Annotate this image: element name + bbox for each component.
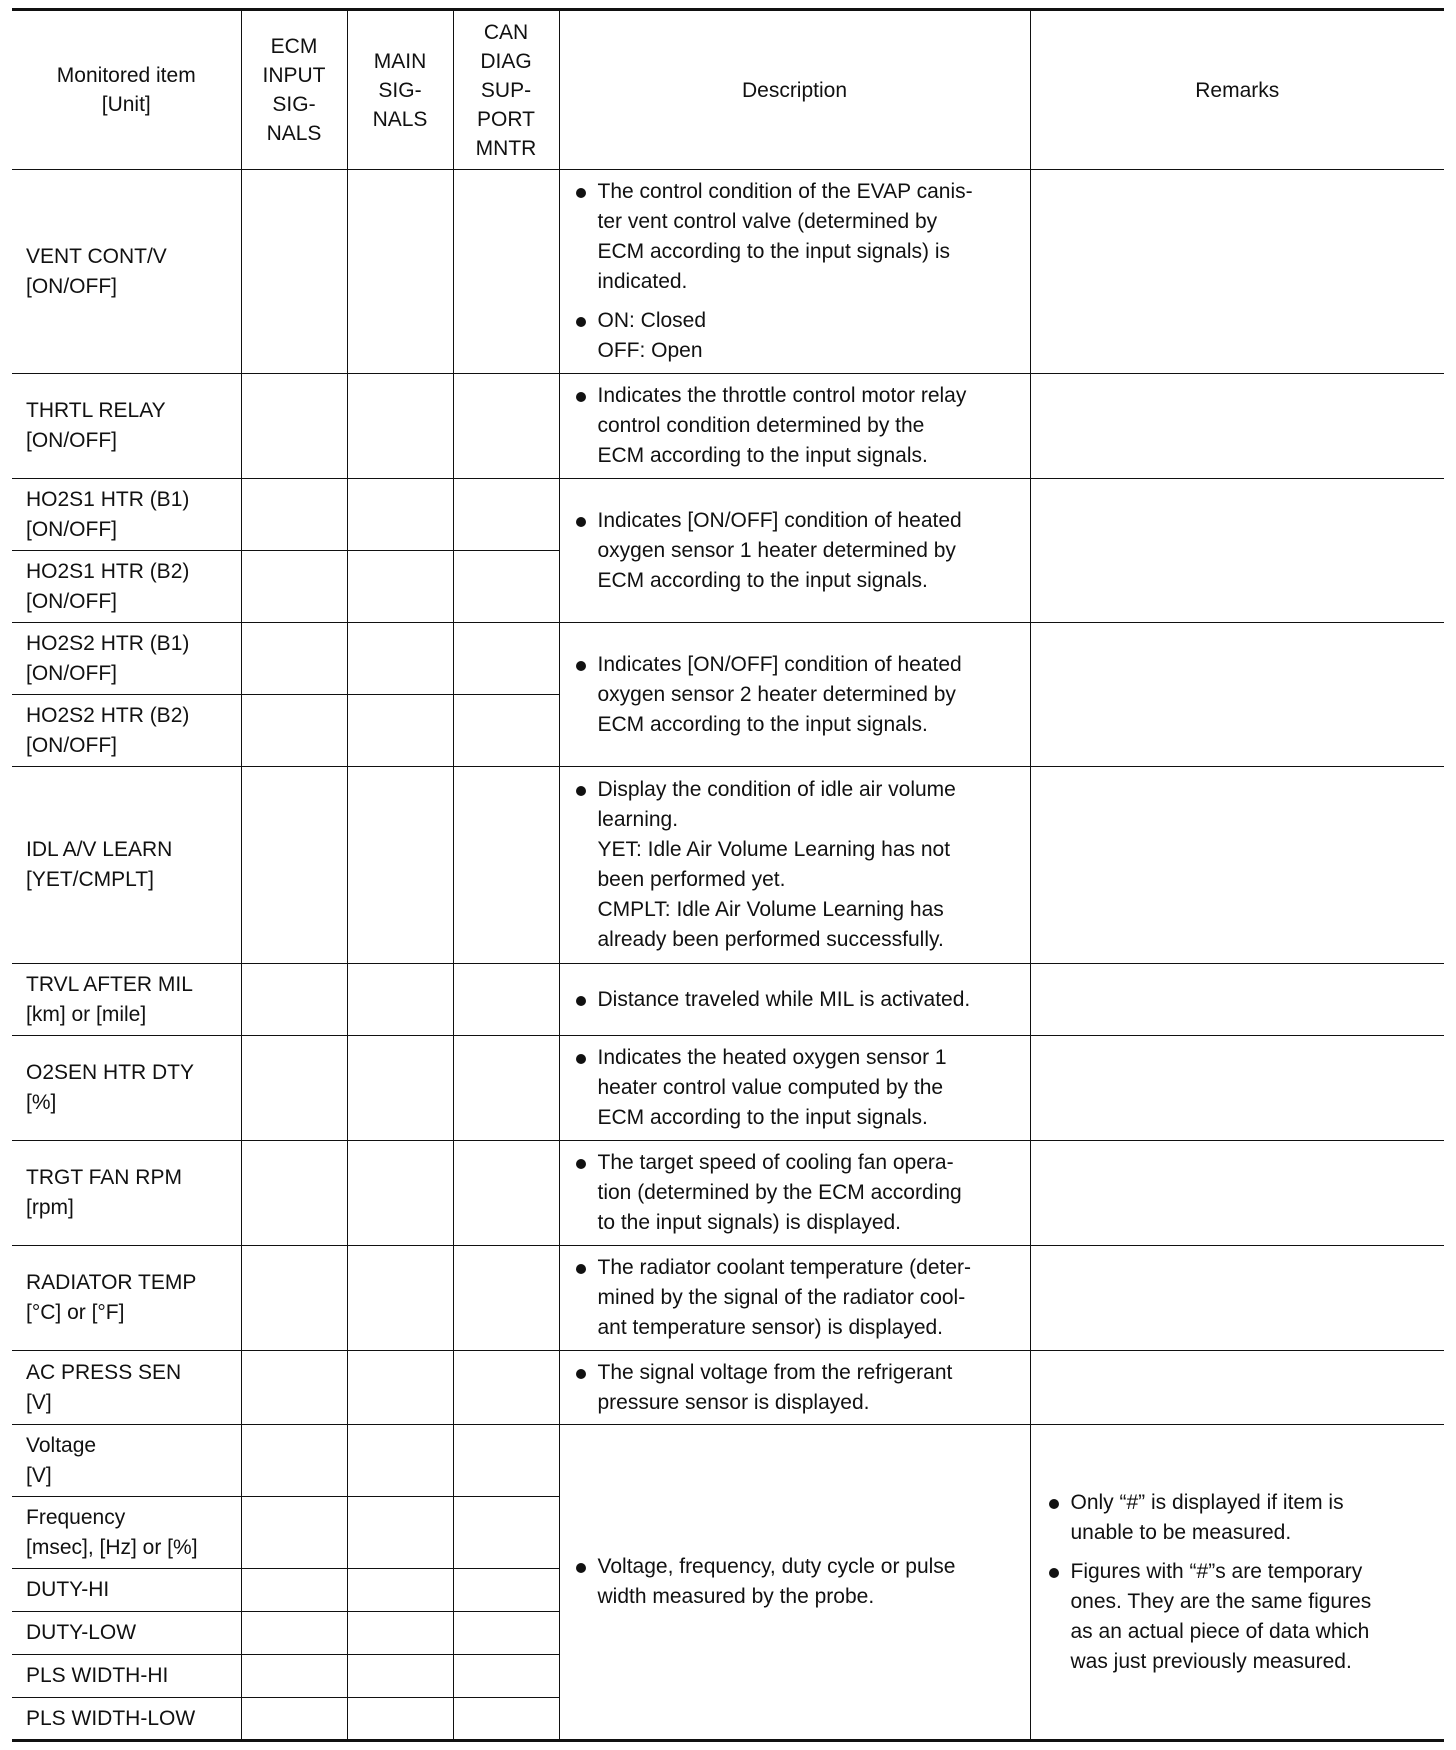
description-cell [559,374,1030,479]
ecm-input-signals-cell [241,1569,347,1612]
header-can-diag-support-mntr: CAN DIAG SUP- PORT MNTR [453,10,559,170]
table-row [12,479,1444,551]
description-list [572,775,1022,955]
ecm-input-signals-cell [241,623,347,695]
description-list [572,506,1022,596]
main-signals-cell [347,1351,453,1425]
description-cell [559,1425,1030,1741]
header-row [12,10,1444,170]
main-signals-cell [347,964,453,1036]
bullet-item: Distance traveled while MIL is activated. [572,985,1022,1015]
monitored-item-cell: THRTL RELAY [ON/OFF] [12,374,241,479]
table-row [12,1141,1444,1246]
main-signals-cell [347,767,453,964]
header-main-signals: MAIN SIG- NALS [347,10,453,170]
can-diag-support-cell [453,767,559,964]
bullet-item: Indicates the heated oxygen sensor 1 heater control value computed by the ECM according to the input signals. [572,1043,1022,1133]
ecm-input-signals-cell [241,1497,347,1569]
main-signals-cell [347,374,453,479]
remarks-cell [1030,623,1444,767]
ecm-input-signals-cell [241,1246,347,1351]
monitored-item-cell: HO2S1 HTR (B1) [ON/OFF] [12,479,241,551]
monitored-item-cell: IDL A/V LEARN [YET/CMPLT] [12,767,241,964]
monitored-item-cell: HO2S2 HTR (B1) [ON/OFF] [12,623,241,695]
can-diag-support-cell [453,1246,559,1351]
table-row [12,1425,1444,1497]
main-signals-cell [347,1655,453,1698]
can-diag-support-cell [453,623,559,695]
can-diag-support-cell [453,1036,559,1141]
ecm-input-signals-cell [241,170,347,374]
description-list [572,650,1022,740]
header-ecm-input-signals: ECM INPUT SIG- NALS [241,10,347,170]
ecm-input-signals-cell [241,695,347,767]
remarks-cell [1030,479,1444,623]
monitored-item-cell: TRVL AFTER MIL [km] or [mile] [12,964,241,1036]
monitored-item-cell: HO2S1 HTR (B2) [ON/OFF] [12,551,241,623]
can-diag-support-cell [453,1497,559,1569]
description-list [572,381,1022,471]
bullet-item: ON: Closed OFF: Open [572,306,1022,366]
monitored-item-cell: PLS WIDTH-LOW [12,1698,241,1741]
bullet-item: Voltage, frequency, duty cycle or pulse width measured by the probe. [572,1552,1022,1612]
main-signals-cell [347,1246,453,1351]
bullet-item: Only “#” is displayed if item is unable to be measured. [1045,1488,1435,1548]
data-monitor-table [12,8,1444,1742]
ecm-input-signals-cell [241,1612,347,1655]
remarks-cell [1030,767,1444,964]
description-cell [559,1351,1030,1425]
description-list [572,985,1022,1015]
main-signals-cell [347,1569,453,1612]
description-list [572,177,1022,366]
bullet-item: The radiator coolant temperature (deter- mined by the signal of the radiator cool- ant temperature sensor) is displayed. [572,1253,1022,1343]
can-diag-support-cell [453,170,559,374]
can-diag-support-cell [453,1141,559,1246]
can-diag-support-cell [453,551,559,623]
ecm-input-signals-cell [241,1698,347,1741]
description-list [572,1148,1022,1238]
bullet-item: Indicates [ON/OFF] condition of heated oxygen sensor 1 heater determined by ECM according to the input signals. [572,506,1022,596]
monitored-item-cell: TRGT FAN RPM [rpm] [12,1141,241,1246]
can-diag-support-cell [453,479,559,551]
can-diag-support-cell [453,1569,559,1612]
bullet-item: The target speed of cooling fan opera- tion (determined by the ECM according to the input signals) is displayed. [572,1148,1022,1238]
remarks-cell [1030,170,1444,374]
bullet-item: The signal voltage from the refrigerant pressure sensor is displayed. [572,1358,1022,1418]
description-cell [559,479,1030,623]
ecm-input-signals-cell [241,767,347,964]
can-diag-support-cell [453,1698,559,1741]
bullet-item: Figures with “#”s are temporary ones. They are the same figures as an actual piece of data which was just previously measured. [1045,1557,1435,1677]
monitored-item-cell: O2SEN HTR DTY [%] [12,1036,241,1141]
description-cell [559,1036,1030,1141]
ecm-input-signals-cell [241,1351,347,1425]
main-signals-cell [347,1612,453,1655]
bullet-item: Indicates the throttle control motor relay control condition determined by the ECM according to the input signals. [572,381,1022,471]
description-list [572,1043,1022,1133]
remarks-cell [1030,1246,1444,1351]
remarks-cell [1030,1351,1444,1425]
can-diag-support-cell [453,1351,559,1425]
remarks-cell [1030,964,1444,1036]
ecm-input-signals-cell [241,551,347,623]
table-row [12,964,1444,1036]
can-diag-support-cell [453,1425,559,1497]
can-diag-support-cell [453,1612,559,1655]
can-diag-support-cell [453,964,559,1036]
description-cell [559,767,1030,964]
remarks-cell [1030,1036,1444,1141]
monitored-item-cell: DUTY-LOW [12,1612,241,1655]
table-row [12,623,1444,695]
main-signals-cell [347,695,453,767]
main-signals-cell [347,1425,453,1497]
monitored-item-cell: AC PRESS SEN [V] [12,1351,241,1425]
monitored-item-cell: Voltage [V] [12,1425,241,1497]
description-cell [559,1246,1030,1351]
can-diag-support-cell [453,695,559,767]
main-signals-cell [347,479,453,551]
table-row [12,1246,1444,1351]
ecm-input-signals-cell [241,964,347,1036]
bullet-item: Display the condition of idle air volume learning. YET: Idle Air Volume Learning has not been performed yet. CMPLT: Idle Air Volume Learning has already been performed successfully. [572,775,1022,955]
table-row [12,374,1444,479]
ecm-input-signals-cell [241,1655,347,1698]
ecm-input-signals-cell [241,374,347,479]
header-description: Description [559,10,1030,170]
ecm-input-signals-cell [241,1036,347,1141]
main-signals-cell [347,1497,453,1569]
remarks-cell [1030,1141,1444,1246]
ecm-input-signals-cell [241,1425,347,1497]
main-signals-cell [347,623,453,695]
description-list [572,1358,1022,1418]
description-cell [559,170,1030,374]
monitored-item-cell: HO2S2 HTR (B2) [ON/OFF] [12,695,241,767]
main-signals-cell [347,1036,453,1141]
header-monitored-item: Monitored item [Unit] [12,10,241,170]
description-list [572,1552,1022,1612]
can-diag-support-cell [453,374,559,479]
description-cell [559,964,1030,1036]
table-row [12,170,1444,374]
ecm-input-signals-cell [241,479,347,551]
remarks-list [1045,1488,1435,1677]
bullet-item: The control condition of the EVAP canis- ter vent control valve (determined by ECM according to the input signals) is indicated. [572,177,1022,297]
main-signals-cell [347,170,453,374]
description-cell [559,623,1030,767]
monitored-item-cell: RADIATOR TEMP [°C] or [°F] [12,1246,241,1351]
description-list [572,1253,1022,1343]
header-remarks: Remarks [1030,10,1444,170]
remarks-cell [1030,1425,1444,1741]
main-signals-cell [347,1141,453,1246]
ecm-input-signals-cell [241,1141,347,1246]
table-row [12,1351,1444,1425]
monitored-item-cell: VENT CONT/V [ON/OFF] [12,170,241,374]
description-cell [559,1141,1030,1246]
main-signals-cell [347,1698,453,1741]
can-diag-support-cell [453,1655,559,1698]
table-row [12,767,1444,964]
bullet-item: Indicates [ON/OFF] condition of heated oxygen sensor 2 heater determined by ECM according to the input signals. [572,650,1022,740]
monitored-item-cell: PLS WIDTH-HI [12,1655,241,1698]
monitored-item-cell: DUTY-HI [12,1569,241,1612]
table-row [12,1036,1444,1141]
data-monitor-table-container [12,8,1444,1742]
main-signals-cell [347,551,453,623]
remarks-cell [1030,374,1444,479]
monitored-item-cell: Frequency [msec], [Hz] or [%] [12,1497,241,1569]
